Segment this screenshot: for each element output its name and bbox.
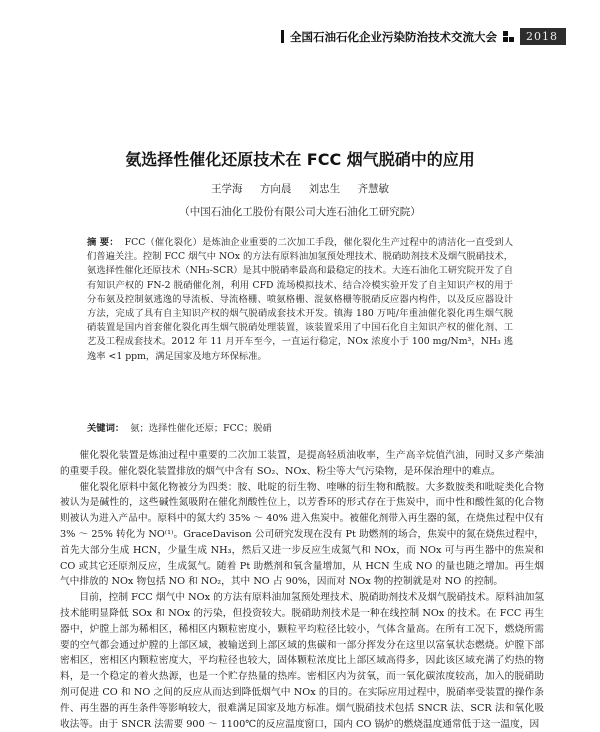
paper-title: 氨选择性催化还原技术在 FCC 烟气脱硝中的应用: [125, 150, 475, 169]
keywords: [87, 422, 513, 436]
abstract-text: FCC（催化裂化）是炼油企业重要的二次加工手段，催化裂化生产过程中的清洁化一直受到人们普遍关注。控制 FCC 烟气中 NOx 的方法有原料油加氢预处理技术、脱硝助剂技术及烟气脱硝技术，氨选择性催化还原技术（NH₃-SCR）是其中脱硝率最高和最稳定的技术。大连石油化工研究院开发了自有知识产权的 FN-2 脱硝催化剂，利用 CFD 流场模拟技术、结合冷模实验开发了自主知识产权的用于分布氨及控制氨逃逸的导流板、导流格栅、喷氨格栅、混氨格栅等脱硝反应器内构件，以及反应器设计方法，完成了具有自主知识产权的烟气脱硝成套技术开发。镇海 180 万吨/年重油催化裂化再生烟气脱硝装置是国内首套催化裂化再生烟气脱硝处理装置，该装置采用了中国石化自主知识产权的催化剂、工艺及工程成套技术。2012 年 11 月开车至今，一直运行稳定，NOx 浓度小于 100 mg/Nm³，NH₃ 逃逸率 <1 ppm，满足国家及地方环保标准。: [87, 237, 513, 362]
conference-year: 2018: [520, 28, 566, 45]
keywords-text: 氨；选择性催化还原；FCC；脱硝: [130, 423, 272, 434]
keywords-label: 关键词：: [87, 423, 125, 434]
abstract-label: 摘 要：: [87, 237, 119, 248]
body-text: [60, 448, 544, 732]
header-bar-mark: [281, 30, 284, 43]
paper-affiliation: （中国石油化工股份有限公司大连石油化工研究院）: [179, 206, 421, 218]
paper-authors: 王学海 方向晨 刘忠生 齐慧敏: [210, 183, 389, 195]
abstract: [87, 236, 513, 364]
header-square-icon: [503, 31, 514, 42]
running-header: [281, 28, 566, 45]
body-paragraph-3: 目前，控制 FCC 烟气中 NOx 的方法有原料油加氢预处理技术、脱硝助剂技术及烟气脱硝技术。原料油加氢技术能明显降低 SOx 和 NOx 的污染，但投资较大。脱硝助剂技术是一种在线控制 NOx 的技术。在 FCC 再生器中，炉膛上部为稀相区，稀相区内颗粒密度小，颗粒平均粒径比较小，气体含量高。在所有工况下，燃烧所需要的空气都会通过炉膛的上部区域，被输送到上部区域的焦碳和一部分挥发分在这里以富氧状态燃烧。炉膛下部密相区，密相区内颗粒密度大，平均粒径也较大，固体颗粒浓度比上部区域高得多，因此该区域充满了灼热的物料，是一个稳定的着火热源，也是一个贮存热量的热库。密相区内为贫氧，而一氧化碳浓度较高，加入的脱硝助剂可促进 CO 和 NO 之间的反应从而达到降低烟气中 NOx 的目的。在实际应用过程中，脱硝率受装置的操作条件、再生器的再生条件等影响较大，很难满足国家及地方标准。烟气脱硝技术包括 SNCR 法、SCR 法和氧化吸收法等。由于 SNCR 法需要 900 ～ 1100℃的反应温度窗口，国内 CO 锅炉的燃烧温度通常低于这一温度，因: [60, 592, 544, 730]
body-paragraph-2: 催化裂化原料中氮化物被分为四类：胺、吡啶的衍生物、喹啉的衍生物和酰胺。大多数胺类和吡啶类化合物被认为是碱性的，这些碱性氮吸附在催化剂酸性位上，以芳香环的形式存在于焦炭中，而中性和酸性氮的化合物则被认为进入产品中。原料中的氮大约 35% ～ 40% 进入焦炭中。被催化剂带入再生器的氮，在烧焦过程中仅有 3% ～ 25% 转化为 NO⁽¹⁾。GraceDavison 公司研究发现在没有 Pt 助燃剂的场合，焦炭中的氮在烧焦过程中，首先大部分生成 HCN，少量生成 NH₃，然后又进一步反应生成氮气和 NOx，而 NOx 可与再生器中的焦炭和 CO 或其它还原剂反应，生成氮气。随着 Pt 助燃剂和氧含量增加，从 HCN 生成 NO 的量也随之增加。再生烟气中排放的 NOx 物包括 NO 和 NO₂，其中 NO 占 90%，因而对 NOx 物的控制就是对 NO 的控制。: [60, 481, 544, 588]
conference-name: 全国石油石化企业污染防治技术交流大会: [290, 29, 497, 44]
body-paragraph-1: 催化裂化装置是炼油过程中重要的二次加工装置，是提高轻质油收率，生产高辛烷值汽油，同时又多产柴油的重要手段。催化裂化装置排放的烟气中含有 SO₂、NOx、粉尘等大气污染物，是环保治理中的难点。: [60, 450, 544, 477]
